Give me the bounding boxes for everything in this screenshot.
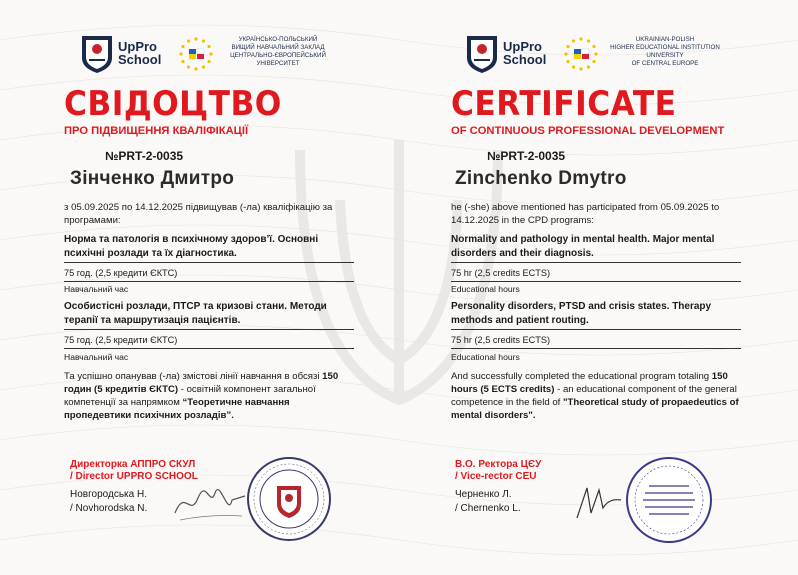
certificate-number: №PRT-2-0035 [487,149,566,163]
institution-line: УКРАЇНСЬКО-ПОЛЬСЬКИЙ [238,36,318,43]
institution-line: UKRAINIAN-POLISH [635,36,695,43]
brand-line-2: School [118,52,162,67]
brand-name [503,40,546,66]
hours-2: 75 hr (2,5 credits ECTS) [451,335,741,349]
signatory-name [70,488,147,516]
institution-name [605,36,725,68]
institution-line: УНІВЕРСИТЕТ [256,60,300,67]
brand-line-1: UpPro [118,39,157,54]
institution-line: UNIVERSITY [646,52,684,59]
brand-line-1: UpPro [503,39,542,54]
brand-name [118,40,161,66]
program-2: Personality disorders, PTSD and crisis states. Therapy methods and patient routing. [451,300,741,330]
program-2: Особистісні розлади, ПТСР та кризові стани. Методи терапії та маршрутизація пацієнтів. [64,300,354,330]
summary-field: "Theoretical study of propaedeutics of mental disorders". [451,397,739,421]
certificate-subtitle: OF CONTINUOUS PROFESSIONAL DEVELOPMENT [451,125,725,137]
signatory-title-line: / Director UPPRO SCHOOL [70,471,198,482]
institution-line: ВИЩИЙ НАВЧАЛЬНИЙ ЗАКЛАД [231,44,325,51]
intro-text: з 05.09.2025 по 14.12.2025 підвищував (-ла) кваліфікацію за програмами: [64,202,333,226]
summary-total: 150 hours (5 ECTS credits) [451,371,728,395]
institution-line: HIGHER EDUCATIONAL INSTITUTION [610,44,720,51]
signatory-name-line: / Novhorodska N. [70,503,148,514]
hours-label-2: Educational hours [451,352,520,362]
summary-field: “Теоретичне навчання пропедевтики психічних розладів”. [64,397,290,421]
institution-line: OF CENTRAL EUROPE [631,60,699,67]
hours-label-2: Навчальний час [64,352,129,362]
summary-text [64,370,354,422]
institution-line: ЦЕНТРАЛЬНО-ЄВРОПЕЙСЬКИЙ [230,52,326,59]
summary-text [451,370,741,422]
signatory-name-line: Новгородська Н. [70,489,147,500]
uppro-logo [465,34,545,74]
certificate-english [399,0,798,575]
uppro-shield-logo-icon [80,34,114,74]
signatory-name-line: / Chernenko L. [455,503,521,514]
signatory-title-line: Директорка АППРО СКУЛ [70,459,196,470]
signature-icon [170,478,250,528]
summary-part: And successfully completed the educational program totaling [451,371,712,382]
intro-text: he (-she) above mentioned has participated from 05.09.2025 to 14.12.2025 in the CPD programs: [451,202,720,226]
uppro-logo [80,34,160,74]
signatory-title-line: В.О. Ректора ЦЄУ [455,459,542,470]
signatory-name [455,488,521,516]
round-seal-stamp-icon [625,456,713,544]
institution-name [218,36,338,68]
certificate-title: СВІДОЦТВО [64,84,282,124]
recipient-name: Zinchenko Dmytro [455,168,627,189]
brand-line-2: School [503,52,547,67]
summary-part: Та успішно опанував (-ла) змістові лінії навчання в обсязі [64,371,323,382]
hours-label-1: Навчальний час [64,284,129,294]
signatory-name-line: Черненко Л. [455,489,512,500]
signatory-title-line: / Vice-rector CEU [455,471,537,482]
summary-total: 150 годин (5 кредитів ЄКТС) [64,371,339,395]
recipient-name: Зінченко Дмитро [70,168,235,189]
summary-part: - освітній компонент загальної компетенції за напрямком [64,384,316,408]
certificate-subtitle: ПРО ПІДВИЩЕННЯ КВАЛІФІКАЦІЇ [64,125,249,137]
eu-stars-flag-icon [178,36,214,72]
program-1: Норма та патологія в психічному здоров’ї. Основні психічні розлади та їх діагностика. [64,233,354,263]
certificate-number: №PRT-2-0035 [105,149,184,163]
summary-part: - an educational component of the general competence in the field of [451,384,737,408]
signature-icon [569,478,629,528]
certificate-title: CERTIFICATE [451,84,677,124]
hours-1: 75 год. (2,5 кредити ЄКТС) [64,268,354,282]
eu-stars-flag-icon [563,36,599,72]
signatory-title [455,459,541,483]
hours-1: 75 hr (2,5 credits ECTS) [451,268,741,282]
hours-label-1: Educational hours [451,284,520,294]
uppro-shield-logo-icon [465,34,499,74]
program-1: Normality and pathology in mental health. Major mental disorders and their diagnosis. [451,233,741,263]
round-seal-stamp-icon [246,456,332,542]
hours-2: 75 год. (2,5 кредити ЄКТС) [64,335,354,349]
